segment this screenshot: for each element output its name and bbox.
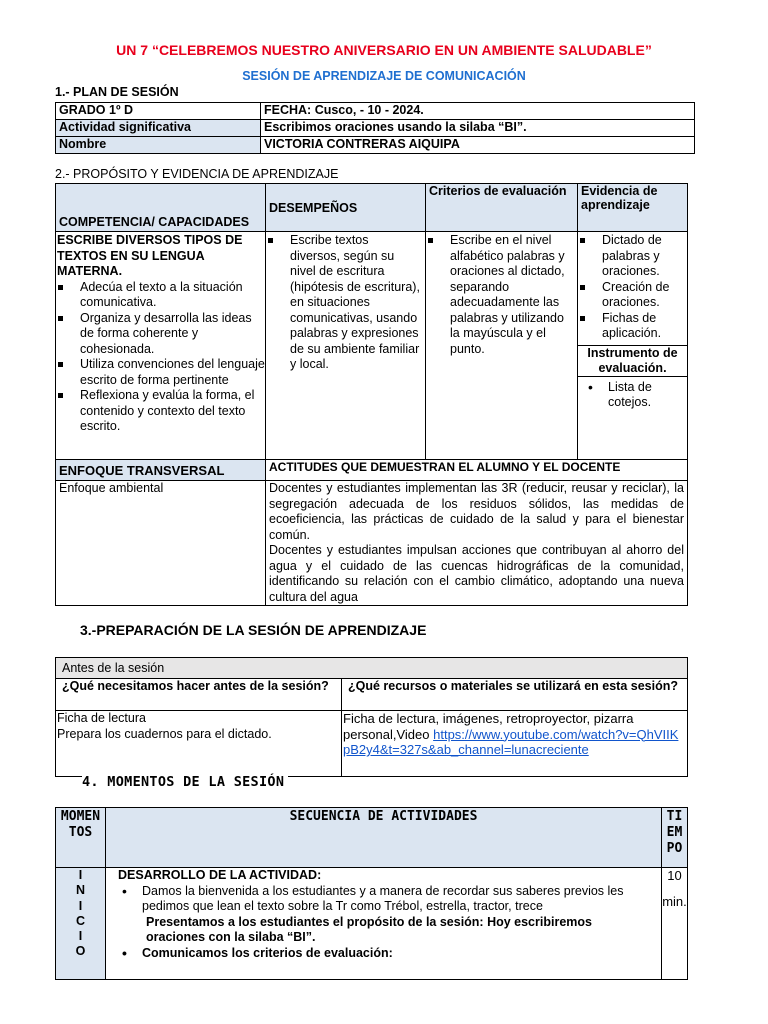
criterio-item: Escribe en el nivel alfabético palabras y oraciones al dictado, separando adecuadamente las palabras y utilizando la mayúscula y el punto. [426,233,573,357]
actividad-label: Actividad significativa [56,120,261,137]
inicio-letter: N [75,883,86,898]
inicio-letter: C [75,913,86,928]
capacidades-list [56,280,265,435]
competencia-title: ESCRIBE DIVERSOS TIPOS DE TEXTOS EN SU LENGUA MATERNA. [57,233,243,278]
answer-recursos [342,711,688,777]
document-subtitle: SESIÓN DE APRENDIZAJE DE COMUNICACIÓN [242,69,526,83]
document-title: UN 7 “CELEBREMOS NUESTRO ANIVERSARIO EN UN AMBIENTE SALUDABLE” [116,42,652,58]
evidencia-item: Dictado de palabras y oraciones. [578,233,683,280]
answer-line: Ficha de lectura [57,711,146,725]
plan-heading: 1.- PLAN DE SESIÓN [55,85,179,99]
actitudes-paragraph: Docentes y estudiantes impulsan acciones que contribuyan al ahorro del agua y el cuidado de las cuencas hidrográficas de la comunidad, identificando su relación con el cambio climático, adoptando una nueva cultura del agua [269,543,684,604]
col-momentos: MOMENTOS [56,808,106,868]
actividad-value: Escribimos oraciones usando la silaba “BI”. [261,120,695,137]
inicio-letter: I [78,868,83,882]
col-desempenos: DESEMPEÑOS [266,184,426,232]
proposito-line: Presentamos a los estudiantes el propósito de la sesión: Hoy escribiremos oraciones con la silaba “BI”. [146,914,592,944]
momentos-table [55,807,688,980]
col-evidencia: Evidencia de aprendizaje [578,184,688,232]
col-tiempo: TIEMPO [662,808,688,868]
inicio-letter: I [78,898,83,913]
capacidad-item: Organiza y desarrolla las ideas de forma coherente y cohesionada. [56,311,265,358]
grado-cell: GRADO 1º D [56,103,261,120]
inicio-letter: I [78,929,83,944]
criterio-cell [426,232,578,460]
evidencia-cell [578,232,688,460]
capacidad-item: Utiliza convenciones del lenguaje escrito de forma pertinente [56,357,265,388]
plan-table [55,102,695,154]
col-secuencia: SECUENCIA DE ACTIVIDADES [106,808,662,868]
proposito-table [55,183,688,606]
video-link[interactable]: https://www.youtube.com/watch?v=QhVIIKpB2y4&t=327s&ab_channel=lunacreciente [343,726,679,757]
actitudes-paragraph: Docentes y estudiantes implementan las 3R (reducir, reusar y reciclar), la segregación adecuada de los residuos sólidos, las medidas de ecoeficiencia, las prácticas de cuidado de la salud y para el bienestar común. [269,481,684,542]
capacidad-item: Reflexiona y evalúa la forma, el contenido y contexto del texto escrito. [56,388,265,435]
competencia-cell [56,232,266,460]
actitudes-cell [266,481,688,606]
inicio-letter: O [75,944,86,959]
preparacion-heading: 3.-PREPARACIÓN DE LA SESIÓN DE APRENDIZAJE [80,622,427,638]
instrumento-value: • Lista de cotejos. [584,380,687,411]
antes-label: Antes de la sesión [56,658,688,679]
inicio-cell [56,868,106,980]
evidencia-item: Creación de oraciones. [578,280,683,311]
evidencia-item: Fichas de aplicación. [578,311,683,342]
preparacion-table [55,657,688,777]
proposito-heading: 2.- PROPÓSITO Y EVIDENCIA DE APRENDIZAJE [55,167,339,181]
question-hacer: ¿Qué necesitamos hacer antes de la sesión? [56,679,342,711]
nombre-label: Nombre [56,137,261,154]
tiempo-value: 10 [667,868,682,883]
enfoque-label: ENFOQUE TRANSVERSAL [56,460,266,481]
enfoque-value: Enfoque ambiental [56,481,266,606]
desempeno-item: Escribe textos diversos, según su nivel de escritura (hipótesis de escritura), en situaciones comunicativas, usando palabras y expresiones de su ambiente familiar y local. [266,233,421,373]
actitudes-label: ACTITUDES QUE DEMUESTRAN EL ALUMNO Y EL DOCENTE [266,460,688,481]
secuencia-cell [106,868,662,980]
desarrollo-label: DESARROLLO DE LA ACTIVIDAD: [118,868,322,882]
evidencias-list [578,233,687,342]
tiempo-cell [662,868,688,980]
col-criterios: Criterios de evaluación [426,184,578,232]
actividad-item: • Comunicamos los criterios de evaluación: [118,946,653,962]
fecha-cell: FECHA: Cusco, - 10 - 2024. [261,103,695,120]
question-recursos: ¿Qué recursos o materiales se utilizará en esta sesión? [342,679,688,711]
nombre-value: VICTORIA CONTRERAS AIQUIPA [261,137,695,154]
answer-hacer [56,711,342,777]
instrumento-label: Instrumento de evaluación. [578,345,687,377]
capacidad-item: Adecúa el texto a la situación comunicativa. [56,280,265,311]
actividad-item: • Damos la bienvenida a los estudiantes y a manera de recordar sus saberes previos les pedimos que lean el texto sobre la Tr como Trébol, estrella, tractor, trece [118,884,653,915]
answer-line: Prepara los cuadernos para el dictado. [57,726,272,741]
desempeno-cell [266,232,426,460]
momentos-heading: 4. MOMENTOS DE LA SESIÓN [82,774,288,790]
col-competencia: COMPETENCIA/ CAPACIDADES [56,184,266,232]
recursos-text: Ficha de lectura, imágenes, retroproyector, pizarra personal,Video [343,711,634,742]
tiempo-unit: min. [662,894,687,909]
